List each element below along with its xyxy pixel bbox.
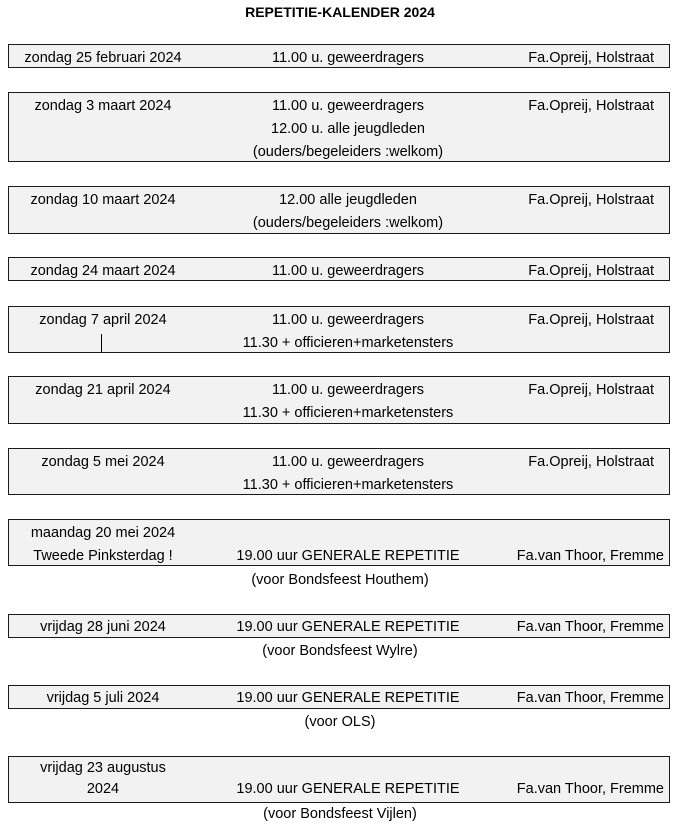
entry-date: zondag 5 mei 2024 xyxy=(41,454,165,470)
entry-date: zondag 10 maart 2024 xyxy=(30,192,176,208)
entry-event: 19.00 uur GENERALE REPETITIE xyxy=(236,781,460,797)
entry-event-line-3: (ouders/begeleiders :welkom) xyxy=(252,144,444,160)
entry-event: 19.00 uur GENERALE REPETITIE xyxy=(236,619,460,635)
entry-event: 11.00 u. geweerdragers xyxy=(271,312,425,328)
entry-event: 11.00 u. geweerdragers xyxy=(271,98,425,114)
entry-event: 11.00 u. geweerdragers xyxy=(271,263,425,279)
page-title: REPETITIE-KALENDER 2024 xyxy=(245,4,435,20)
entry-date: zondag 25 februari 2024 xyxy=(24,50,182,66)
entry-location: Fa.Opreij, Holstraat xyxy=(528,382,654,398)
entry-note: (voor Bondsfeest Vijlen) xyxy=(263,806,417,822)
entry-note: (voor Bondsfeest Houthem) xyxy=(251,572,429,588)
entry-event-line-2: 12.00 u. alle jeugdleden xyxy=(271,121,425,137)
entry-location: Fa.van Thoor, Fremme xyxy=(516,690,664,706)
entry-location: Fa.Opreij, Holstraat xyxy=(528,192,654,208)
entry-event-line-2: 11.30 + officieren+marketensters xyxy=(242,405,454,421)
entry-event: 12.00 alle jeugdleden xyxy=(279,192,417,208)
entry-event: 19.00 uur GENERALE REPETITIE xyxy=(236,548,460,564)
entry-note: (voor OLS) xyxy=(304,714,376,730)
entry-date: zondag 7 april 2024 xyxy=(39,312,167,328)
entry-date-line-2: 2024 xyxy=(86,781,120,797)
text-cursor xyxy=(101,334,102,352)
entry-location: Fa.Opreij, Holstraat xyxy=(528,98,654,114)
entry-date: vrijdag 28 juni 2024 xyxy=(40,619,166,635)
entry-location: Fa.Opreij, Holstraat xyxy=(528,263,654,279)
entry-location: Fa.van Thoor, Fremme xyxy=(516,548,664,564)
entry-date: maandag 20 mei 2024 xyxy=(30,525,176,541)
entry-date: vrijdag 5 juli 2024 xyxy=(46,690,160,706)
entry-date-line-2: Tweede Pinksterdag ! xyxy=(33,548,173,564)
entry-location: Fa.Opreij, Holstraat xyxy=(528,454,654,470)
entry-event: 19.00 uur GENERALE REPETITIE xyxy=(236,690,460,706)
entry-event: 11.00 u. geweerdragers xyxy=(271,454,425,470)
entry-note: (voor Bondsfeest Wylre) xyxy=(262,643,418,659)
entry-event-line-2: 11.30 + officieren+marketensters xyxy=(242,477,454,493)
entry-event: 11.00 u. geweerdragers xyxy=(271,382,425,398)
entry-date: vrijdag 23 augustus xyxy=(40,760,166,776)
entry-date: zondag 3 maart 2024 xyxy=(34,98,172,114)
entry-date: zondag 24 maart 2024 xyxy=(30,263,176,279)
entry-location: Fa.van Thoor, Fremme xyxy=(516,781,664,797)
entry-location: Fa.Opreij, Holstraat xyxy=(528,50,654,66)
entry-event-line-2: 11.30 + officieren+marketensters xyxy=(242,335,454,351)
entry-date: zondag 21 april 2024 xyxy=(35,382,171,398)
entry-location: Fa.Opreij, Holstraat xyxy=(528,312,654,328)
entry-location: Fa.van Thoor, Fremme xyxy=(516,619,664,635)
entry-event-line-2: (ouders/begeleiders :welkom) xyxy=(252,215,444,231)
entry-event: 11.00 u. geweerdragers xyxy=(271,50,425,66)
